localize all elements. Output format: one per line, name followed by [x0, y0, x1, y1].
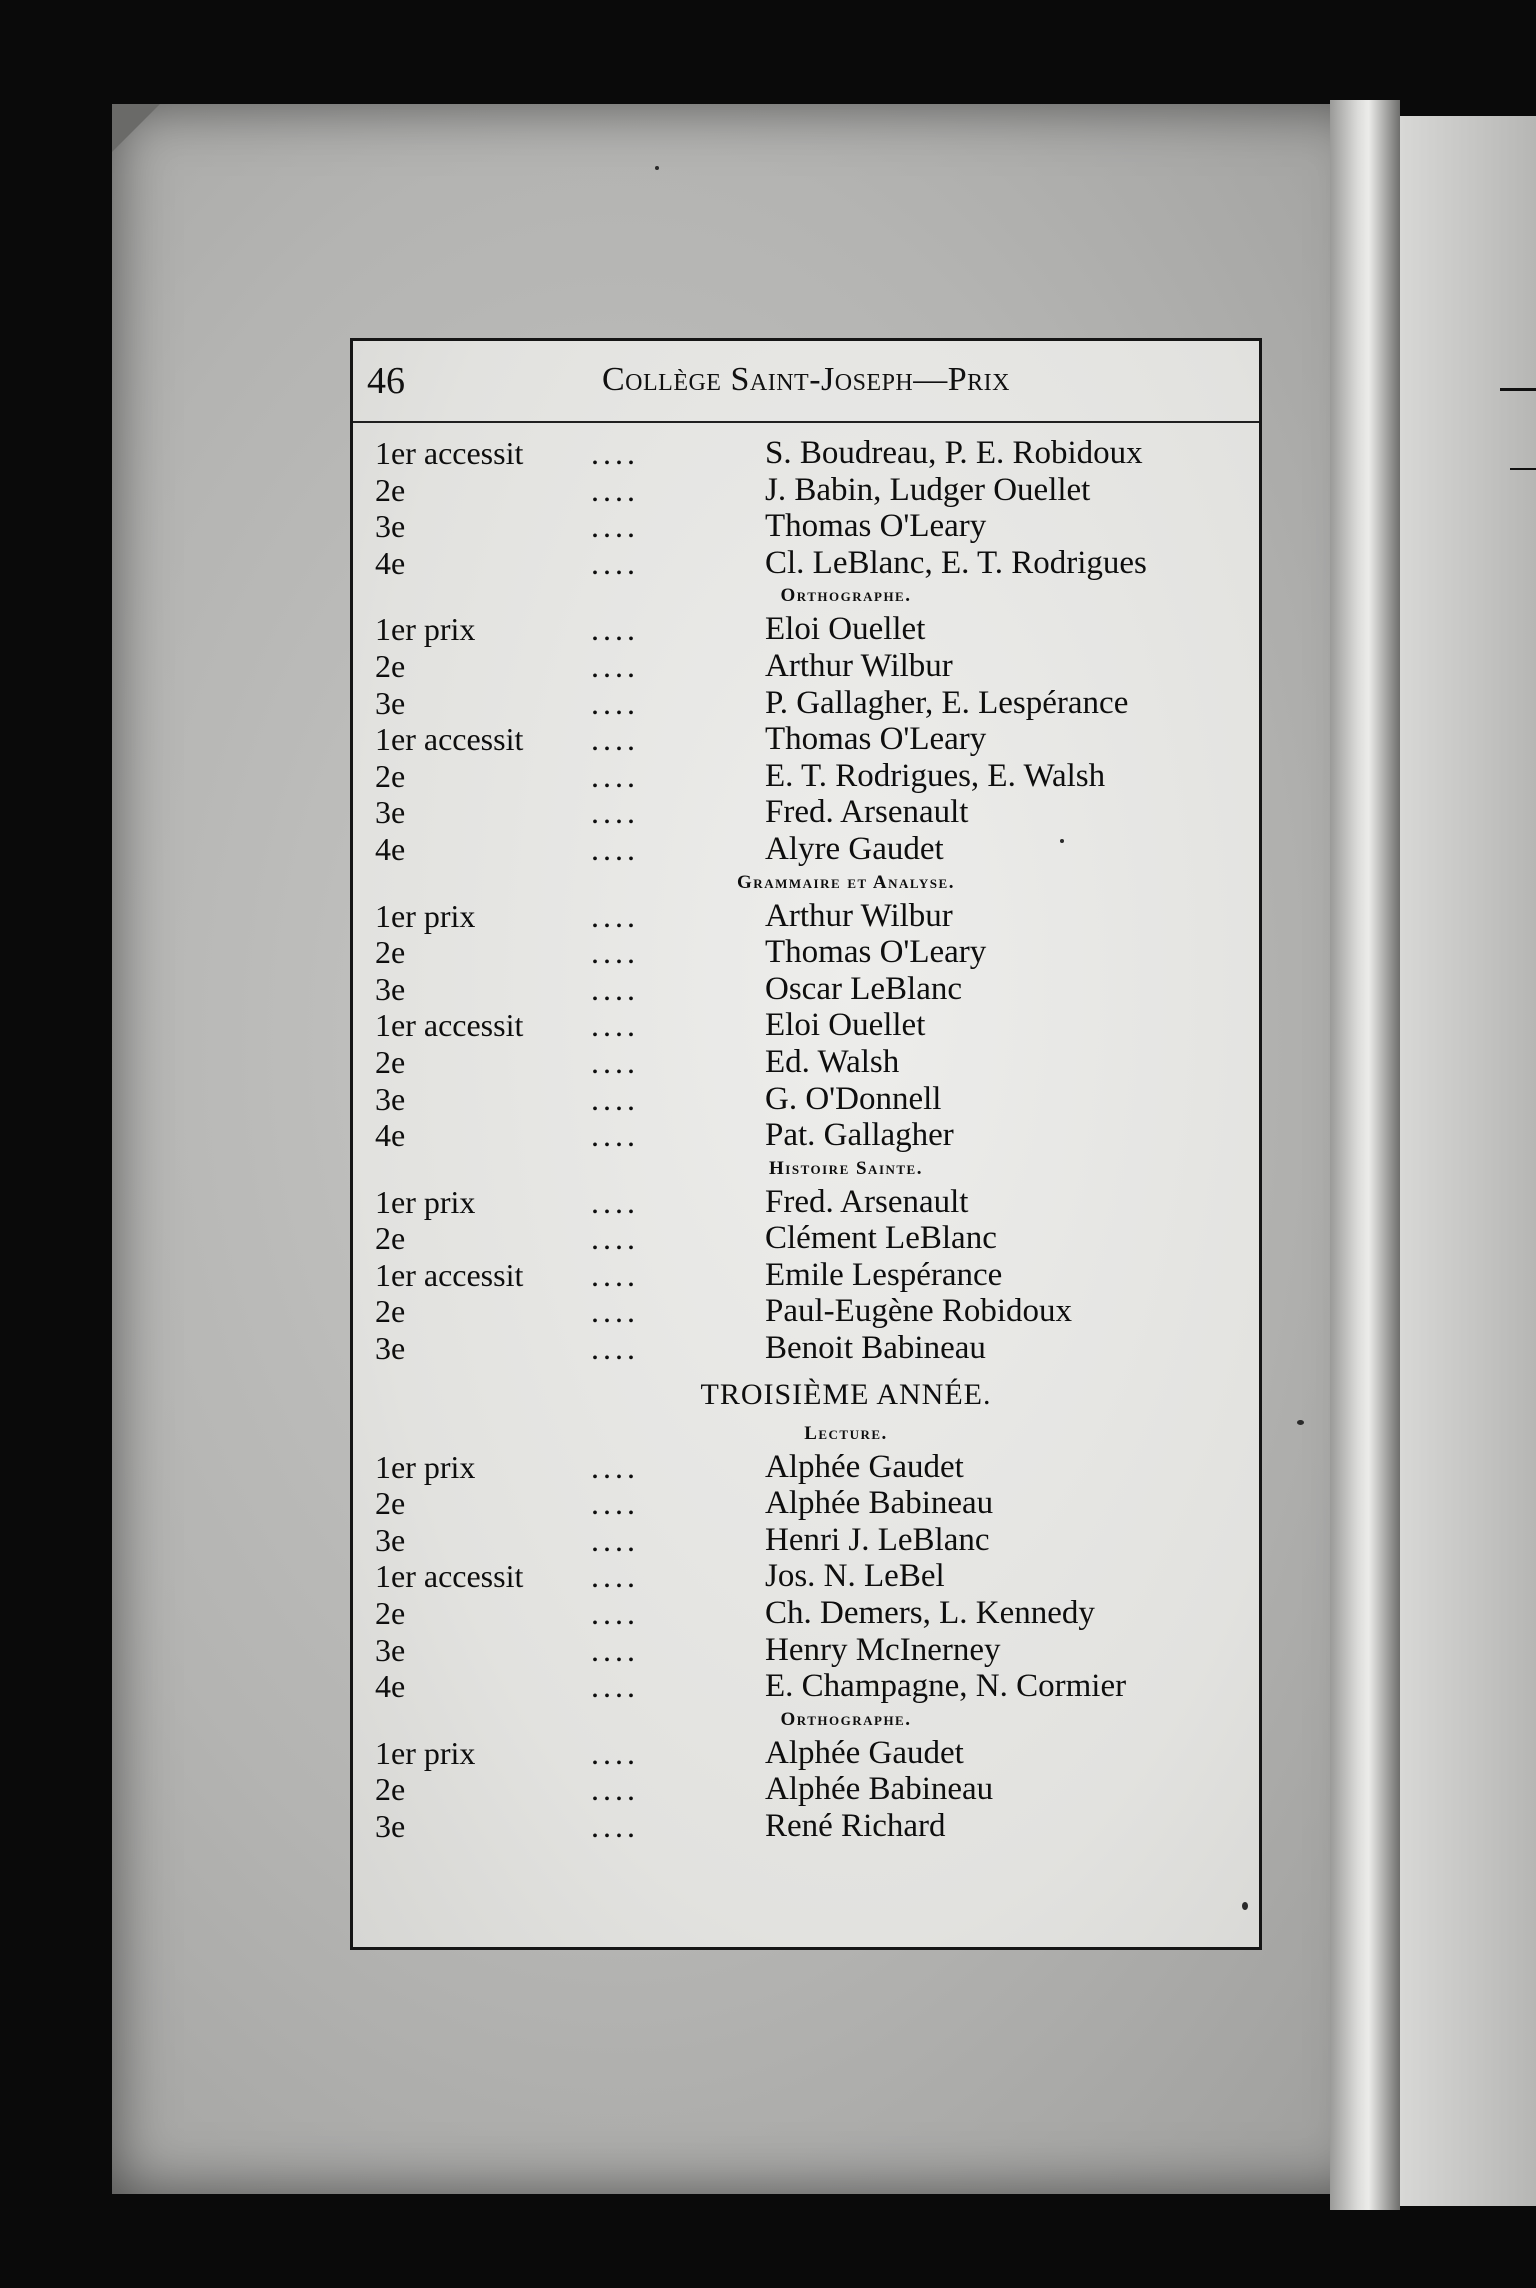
- leader-dots: ....: [591, 830, 639, 867]
- winner-names: Arthur Wilbur: [765, 647, 953, 684]
- prize-row: [353, 508, 1259, 545]
- winner-names: Arthur Wilbur: [765, 897, 953, 934]
- winner-names: Henri J. LeBlanc: [765, 1521, 990, 1558]
- prize-row: [353, 721, 1259, 758]
- leader-dots: ....: [591, 684, 639, 721]
- prize-row: [353, 1771, 1259, 1808]
- prize-rank: 3e: [375, 1808, 406, 1844]
- leader-dots: ....: [591, 1521, 639, 1558]
- prize-rank: 4e: [375, 544, 406, 581]
- leader-dots: ....: [591, 1808, 639, 1844]
- leader-dots: ....: [591, 1043, 639, 1080]
- winner-names: Henry McInerney: [765, 1631, 1001, 1668]
- leader-dots: ....: [591, 1117, 639, 1154]
- leader-dots: ....: [591, 1448, 639, 1485]
- prize-row: [353, 1081, 1259, 1118]
- prize-row: [353, 971, 1259, 1008]
- prize-row: [353, 1735, 1259, 1772]
- prize-rank: 4e: [375, 830, 406, 867]
- prize-row: [353, 545, 1259, 582]
- winner-names: J. Babin, Ludger Ouellet: [765, 471, 1091, 508]
- prize-row: [353, 1330, 1259, 1367]
- prize-row: [353, 758, 1259, 795]
- winner-names: E. T. Rodrigues, E. Walsh: [765, 757, 1106, 794]
- prize-rank: 1er prix: [375, 611, 476, 648]
- folded-corner: [112, 104, 160, 152]
- winner-names: Alphée Babineau: [765, 1771, 994, 1808]
- leader-dots: ....: [591, 1220, 639, 1257]
- leader-dots: ....: [591, 435, 639, 471]
- winner-names: Ch. Demers, L. Kennedy: [765, 1595, 1095, 1632]
- prize-rank: 2e: [375, 647, 406, 684]
- prize-rank: 2e: [375, 1485, 406, 1522]
- ink-speck: [1297, 1420, 1304, 1425]
- ink-speck: [655, 166, 659, 170]
- prize-row: [353, 435, 1259, 472]
- prize-rank: 2e: [375, 471, 406, 508]
- prize-rank: 4e: [375, 1668, 406, 1705]
- leader-dots: ....: [591, 1631, 639, 1668]
- winner-names: G. O'Donnell: [765, 1080, 942, 1117]
- subject-heading: Lecture.: [804, 1422, 888, 1444]
- winner-names: Paul-Eugène Robidoux: [765, 1293, 1073, 1330]
- leader-dots: ....: [591, 508, 639, 545]
- prize-rank: 2e: [375, 1595, 406, 1632]
- prize-row: [353, 934, 1259, 971]
- winner-names: Eloi Ouellet: [765, 1007, 926, 1044]
- page-header: [353, 341, 1259, 423]
- prize-rank: 1er accessit: [375, 435, 524, 471]
- prize-rank: 1er accessit: [375, 1007, 524, 1044]
- winner-names: Alphée Babineau: [765, 1485, 994, 1522]
- prize-row: [353, 1449, 1259, 1486]
- prize-row: [353, 1007, 1259, 1044]
- winner-names: Eloi Ouellet: [765, 611, 926, 648]
- ink-speck: [1242, 1902, 1248, 1910]
- leader-dots: ....: [591, 1183, 639, 1220]
- prize-rank: 2e: [375, 1220, 406, 1257]
- prize-rank: 1er accessit: [375, 1558, 524, 1595]
- leader-dots: ....: [591, 1595, 639, 1632]
- book-gutter: [1330, 100, 1400, 2210]
- prize-row: [353, 1522, 1259, 1559]
- leader-dots: ....: [591, 934, 639, 971]
- running-title: Collège Saint-Joseph—Prix: [601, 361, 1011, 398]
- prize-rank: 1er prix: [375, 1183, 476, 1220]
- winner-names: Pat. Gallagher: [765, 1117, 954, 1154]
- leader-dots: ....: [591, 611, 639, 648]
- winner-names: Thomas O'Leary: [765, 508, 987, 545]
- prize-row: [353, 1293, 1259, 1330]
- prize-row: [353, 685, 1259, 722]
- leader-dots: ....: [591, 1734, 639, 1771]
- page-number: 46: [367, 360, 405, 402]
- prize-row: [353, 898, 1259, 935]
- prize-row: [353, 1558, 1259, 1595]
- prize-rank: 1er prix: [375, 897, 476, 934]
- leader-dots: ....: [591, 757, 639, 794]
- winner-names: René Richard: [765, 1808, 946, 1844]
- leader-dots: ....: [591, 897, 639, 934]
- prize-row: [353, 1257, 1259, 1294]
- leader-dots: ....: [591, 1007, 639, 1044]
- prize-rank: 2e: [375, 1043, 406, 1080]
- subject-heading: Histoire Sainte.: [769, 1157, 923, 1179]
- winner-names: Cl. LeBlanc, E. T. Rodrigues: [765, 544, 1147, 581]
- prize-list: [353, 435, 1259, 1845]
- right-page-rule: [1500, 388, 1536, 391]
- prize-row: [353, 1184, 1259, 1221]
- right-page-edge: [1400, 116, 1536, 2206]
- leader-dots: ....: [591, 1771, 639, 1808]
- winner-names: E. Champagne, N. Cormier: [765, 1668, 1127, 1705]
- winner-names: Benoit Babineau: [765, 1330, 986, 1367]
- prize-rank: 2e: [375, 934, 406, 971]
- prize-rank: 3e: [375, 1631, 406, 1668]
- leader-dots: ....: [591, 1080, 639, 1117]
- winner-names: P. Gallagher, E. Lespérance: [765, 684, 1129, 721]
- leader-dots: ....: [591, 1485, 639, 1522]
- winner-names: S. Boudreau, P. E. Robidoux: [765, 435, 1143, 471]
- prize-rank: 1er accessit: [375, 1256, 524, 1293]
- winner-names: Fred. Arsenault: [765, 1183, 969, 1220]
- prize-rank: 2e: [375, 757, 406, 794]
- leader-dots: ....: [591, 1668, 639, 1705]
- prize-list-frame: [350, 338, 1262, 1950]
- prize-row: [353, 794, 1259, 831]
- prize-rank: 3e: [375, 1080, 406, 1117]
- prize-rank: 3e: [375, 1330, 406, 1367]
- subject-heading: Orthographe.: [780, 585, 912, 607]
- prize-rank: 3e: [375, 970, 406, 1007]
- winner-names: Alphée Gaudet: [765, 1734, 964, 1771]
- prize-rank: 4e: [375, 1117, 406, 1154]
- prize-rank: 3e: [375, 684, 406, 721]
- subject-heading: Grammaire et Analyse.: [737, 871, 955, 893]
- winner-names: Fred. Arsenault: [765, 794, 969, 831]
- leader-dots: ....: [591, 471, 639, 508]
- winner-names: Oscar LeBlanc: [765, 970, 962, 1007]
- winner-names: Alphée Gaudet: [765, 1448, 964, 1485]
- prize-row: [353, 1595, 1259, 1632]
- winner-names: Thomas O'Leary: [765, 934, 987, 971]
- leader-dots: ....: [591, 544, 639, 581]
- prize-row: [353, 831, 1259, 868]
- prize-row: [353, 1808, 1259, 1845]
- winner-names: Clément LeBlanc: [765, 1220, 997, 1257]
- prize-row: [353, 1485, 1259, 1522]
- leader-dots: ....: [591, 1256, 639, 1293]
- leader-dots: ....: [591, 1558, 639, 1595]
- prize-rank: 1er prix: [375, 1734, 476, 1771]
- prize-rank: 3e: [375, 1521, 406, 1558]
- prize-row: [353, 1117, 1259, 1154]
- prize-row: [353, 472, 1259, 509]
- prize-row: [353, 1632, 1259, 1669]
- winner-names: Emile Lespérance: [765, 1256, 1003, 1293]
- prize-row: [353, 611, 1259, 648]
- prize-row: [353, 648, 1259, 685]
- prize-row: [353, 1668, 1259, 1705]
- leader-dots: ....: [591, 1330, 639, 1367]
- prize-rank: 2e: [375, 1771, 406, 1808]
- leader-dots: ....: [591, 794, 639, 831]
- winner-names: Ed. Walsh: [765, 1043, 900, 1080]
- prize-rank: 1er accessit: [375, 721, 524, 758]
- leader-dots: ....: [591, 721, 639, 758]
- prize-rank: 1er prix: [375, 1448, 476, 1485]
- ink-speck: [1060, 839, 1064, 843]
- prize-row: [353, 1220, 1259, 1257]
- prize-rank: 2e: [375, 1293, 406, 1330]
- year-heading: TROISIÈME ANNÉE.: [700, 1377, 992, 1411]
- winner-names: Thomas O'Leary: [765, 721, 987, 758]
- leader-dots: ....: [591, 647, 639, 684]
- leader-dots: ....: [591, 1293, 639, 1330]
- winner-names: Jos. N. LeBel: [765, 1558, 945, 1595]
- right-page-rule-secondary: [1510, 468, 1536, 470]
- subject-heading: Orthographe.: [780, 1708, 912, 1730]
- prize-row: [353, 1044, 1259, 1081]
- prize-rank: 3e: [375, 508, 406, 545]
- prize-rank: 3e: [375, 794, 406, 831]
- winner-names: Alyre Gaudet: [765, 830, 944, 867]
- leader-dots: ....: [591, 970, 639, 1007]
